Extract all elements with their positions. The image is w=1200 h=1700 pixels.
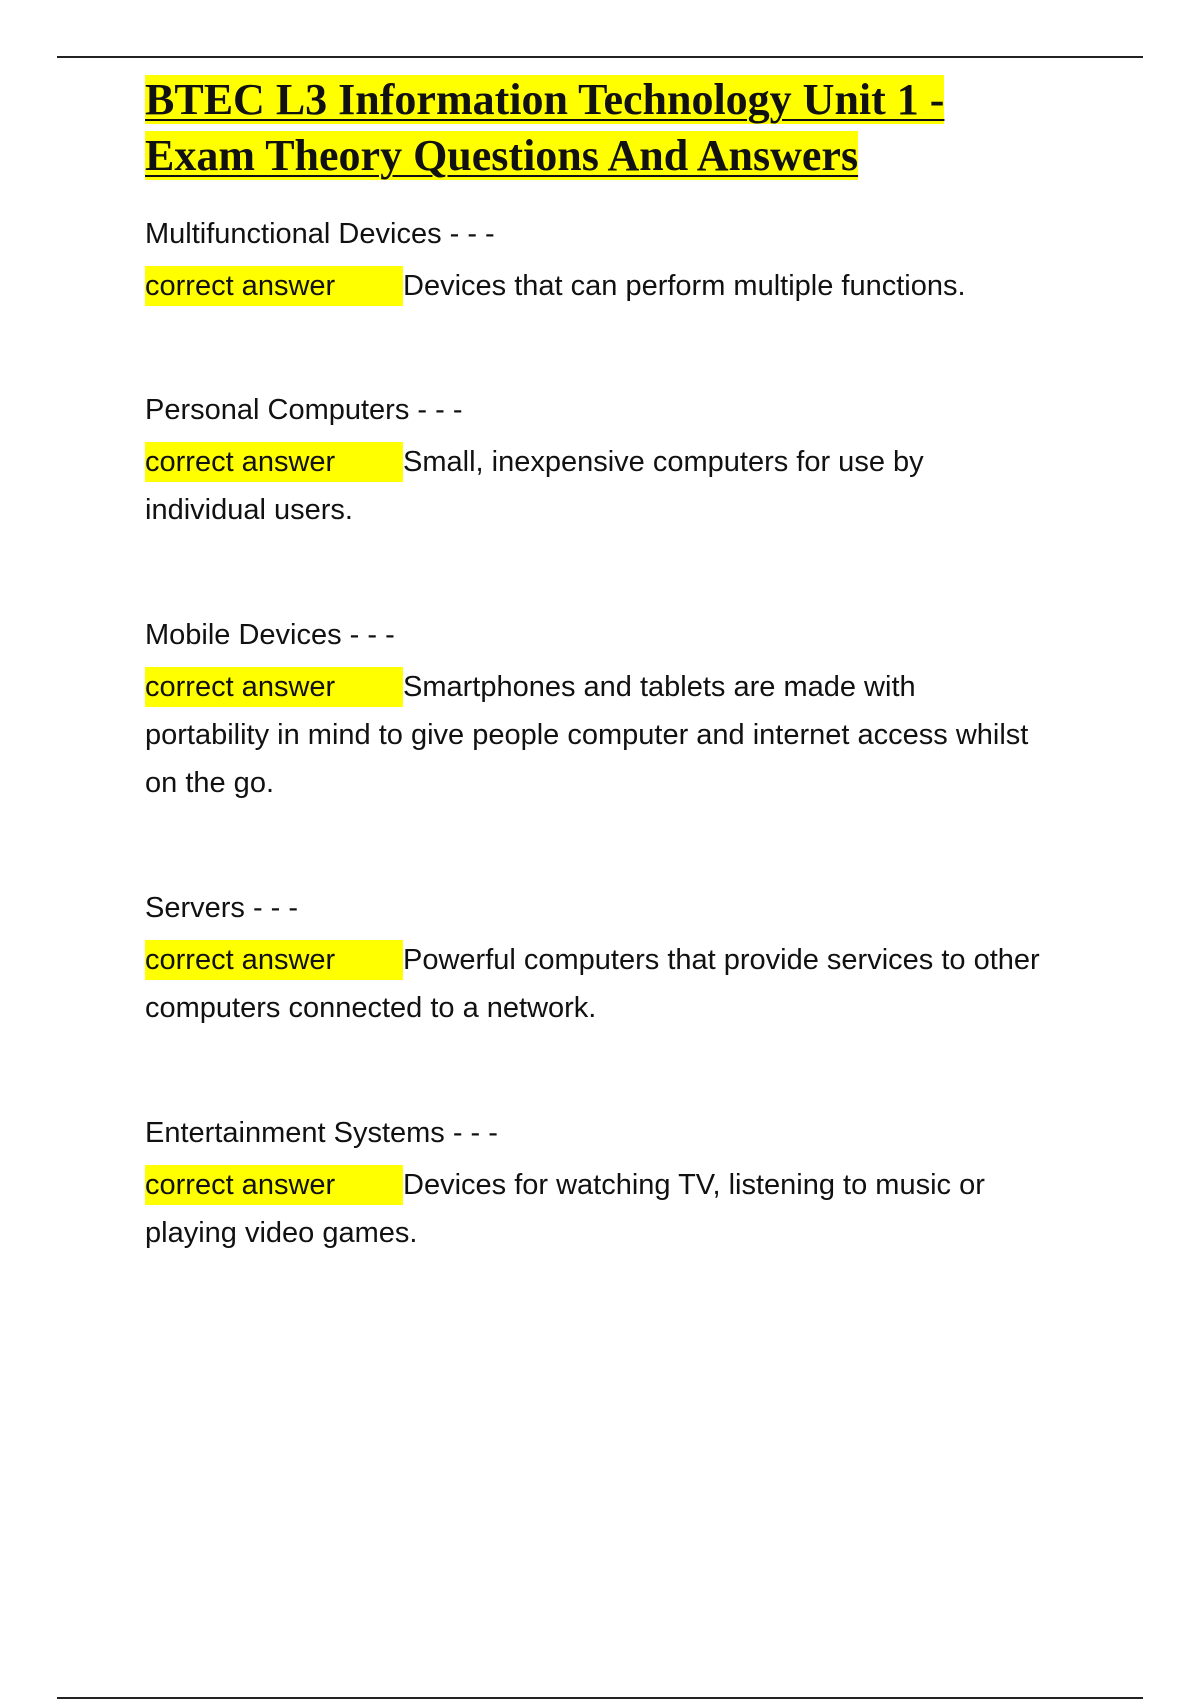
answer-block xyxy=(145,663,1045,807)
answer-label-highlight xyxy=(145,940,403,980)
answer-block xyxy=(145,262,1045,310)
qa-item xyxy=(145,214,1045,310)
answer-label-highlight xyxy=(145,442,403,482)
answer-label-highlight xyxy=(145,266,403,306)
answer-text: Smartphones and tablets are made with portability in mind to give people computer and internet access whilst on the go. xyxy=(145,671,1029,799)
page-top-rule xyxy=(57,56,1143,58)
question-text: Mobile Devices - - - xyxy=(145,619,395,651)
question-text: Multifunctional Devices - - - xyxy=(145,218,495,250)
qa-item xyxy=(145,615,1045,807)
qa-item xyxy=(145,1113,1045,1257)
answer-label: correct answer xyxy=(145,671,336,703)
answer-label-highlight xyxy=(145,667,403,707)
answer-label: correct answer xyxy=(145,446,336,478)
answer-label: correct answer xyxy=(145,944,336,976)
answer-label: correct answer xyxy=(145,1169,336,1201)
answer-label: correct answer xyxy=(145,270,336,302)
question-text: Servers - - - xyxy=(145,892,299,924)
title-line-2: Exam Theory Questions And Answers xyxy=(145,131,859,180)
title-line-1: BTEC L3 Information Technology Unit 1 - xyxy=(145,75,945,124)
document-title xyxy=(145,72,1145,184)
answer-block xyxy=(145,438,1045,534)
page-bottom-rule xyxy=(57,1697,1143,1699)
answer-text: Devices for watching TV, listening to music or playing video games. xyxy=(145,1169,985,1249)
answer-label-highlight xyxy=(145,1165,403,1205)
qa-item xyxy=(145,390,1045,534)
answer-block xyxy=(145,1161,1045,1257)
qa-item xyxy=(145,888,1045,1032)
question-text: Entertainment Systems - - - xyxy=(145,1117,498,1149)
answer-text: Powerful computers that provide services to other computers connected to a network. xyxy=(145,944,1040,1024)
answer-block xyxy=(145,936,1045,1032)
question-text: Personal Computers - - - xyxy=(145,394,463,426)
answer-text: Devices that can perform multiple functions. xyxy=(403,270,966,302)
answer-text: Small, inexpensive computers for use by individual users. xyxy=(145,446,924,526)
